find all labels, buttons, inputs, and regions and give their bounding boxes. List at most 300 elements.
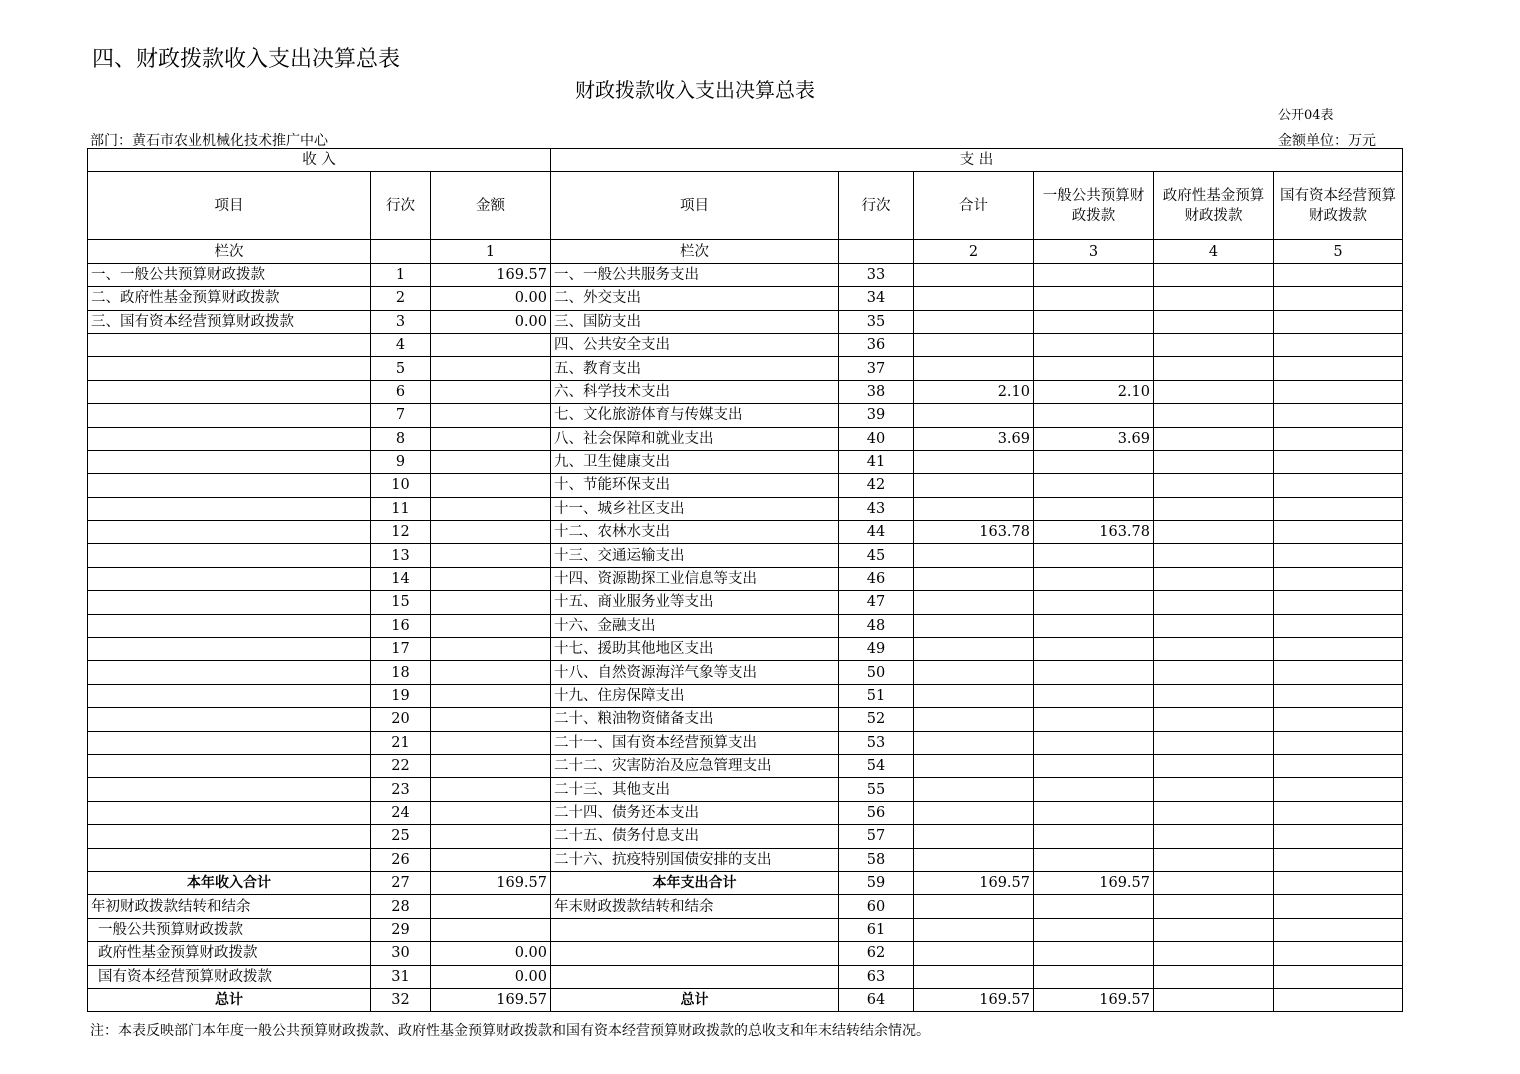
fund-amount (1154, 918, 1274, 941)
expense-item: 二十四、债务还本支出 (551, 801, 839, 824)
general-amount (1034, 825, 1154, 848)
state-amount (1274, 661, 1403, 684)
total-amount: 163.78 (914, 521, 1034, 544)
total-amount (914, 918, 1034, 941)
state-amount (1274, 497, 1403, 520)
general-amount (1034, 497, 1154, 520)
income-item (88, 778, 371, 801)
fund-amount (1154, 521, 1274, 544)
expense-item: 十七、援助其他地区支出 (551, 638, 839, 661)
income-amount (431, 638, 551, 661)
general-amount (1034, 310, 1154, 333)
index-left-label: 栏次 (88, 240, 371, 263)
expense-line: 63 (839, 965, 914, 988)
fund-amount (1154, 474, 1274, 497)
state-amount (1274, 404, 1403, 427)
general-amount: 169.57 (1034, 871, 1154, 894)
state-amount (1274, 544, 1403, 567)
income-item (88, 474, 371, 497)
income-line: 18 (371, 661, 431, 684)
fund-amount (1154, 567, 1274, 590)
total-amount (914, 544, 1034, 567)
income-item (88, 614, 371, 637)
general-amount (1034, 801, 1154, 824)
income-amount: 0.00 (431, 942, 551, 965)
expense-item (551, 942, 839, 965)
expense-item (551, 918, 839, 941)
income-line: 32 (371, 988, 431, 1011)
total-amount (914, 404, 1034, 427)
table-row (88, 848, 1403, 871)
income-amount: 0.00 (431, 287, 551, 310)
income-item (88, 521, 371, 544)
expense-line: 49 (839, 638, 914, 661)
table-row (88, 591, 1403, 614)
income-item (88, 661, 371, 684)
state-amount (1274, 895, 1403, 918)
income-line: 16 (371, 614, 431, 637)
total-amount (914, 474, 1034, 497)
income-amount (431, 497, 551, 520)
total-amount: 169.57 (914, 988, 1034, 1011)
total-amount (914, 263, 1034, 286)
income-amount: 169.57 (431, 988, 551, 1011)
column-index-row (88, 240, 1403, 263)
state-amount (1274, 474, 1403, 497)
fund-amount (1154, 801, 1274, 824)
expense-item: 二十二、灾害防治及应急管理支出 (551, 754, 839, 777)
fund-amount (1154, 965, 1274, 988)
table-row (88, 380, 1403, 403)
general-amount (1034, 287, 1154, 310)
table-row (88, 684, 1403, 707)
income-item (88, 567, 371, 590)
table-row (88, 942, 1403, 965)
table-row (88, 450, 1403, 473)
expense-item: 四、公共安全支出 (551, 333, 839, 356)
expense-line: 58 (839, 848, 914, 871)
income-line: 5 (371, 357, 431, 380)
state-amount (1274, 521, 1403, 544)
total-amount (914, 614, 1034, 637)
table-row (88, 988, 1403, 1011)
general-amount (1034, 661, 1154, 684)
expense-line: 43 (839, 497, 914, 520)
expense-line: 39 (839, 404, 914, 427)
state-amount (1274, 848, 1403, 871)
income-item (88, 357, 371, 380)
col-header-income-item: 项目 (88, 172, 371, 240)
col-header-general: 一般公共预算财政拨款 (1034, 172, 1154, 240)
income-header: 收 入 (88, 149, 551, 172)
expense-item: 十、节能环保支出 (551, 474, 839, 497)
table-row (88, 474, 1403, 497)
expense-item: 八、社会保障和就业支出 (551, 427, 839, 450)
state-amount (1274, 287, 1403, 310)
fund-amount (1154, 591, 1274, 614)
table-row (88, 497, 1403, 520)
state-amount (1274, 263, 1403, 286)
general-amount (1034, 357, 1154, 380)
fund-amount (1154, 871, 1274, 894)
total-amount (914, 357, 1034, 380)
fund-amount (1154, 614, 1274, 637)
total-amount (914, 801, 1034, 824)
table-row (88, 825, 1403, 848)
general-amount (1034, 614, 1154, 637)
income-amount (431, 591, 551, 614)
income-amount (431, 521, 551, 544)
income-amount (431, 614, 551, 637)
income-item: 总计 (88, 988, 371, 1011)
state-amount (1274, 825, 1403, 848)
income-line: 20 (371, 708, 431, 731)
total-amount (914, 450, 1034, 473)
expense-line: 59 (839, 871, 914, 894)
income-line: 14 (371, 567, 431, 590)
fund-amount (1154, 450, 1274, 473)
income-line: 24 (371, 801, 431, 824)
expense-item: 六、科学技术支出 (551, 380, 839, 403)
income-line: 28 (371, 895, 431, 918)
general-amount (1034, 591, 1154, 614)
income-line: 19 (371, 684, 431, 707)
index-blank (839, 240, 914, 263)
expense-line: 54 (839, 754, 914, 777)
general-amount (1034, 895, 1154, 918)
state-amount (1274, 614, 1403, 637)
col-header-total: 合计 (914, 172, 1034, 240)
income-item (88, 450, 371, 473)
expense-line: 36 (839, 333, 914, 356)
state-amount (1274, 450, 1403, 473)
state-amount (1274, 638, 1403, 661)
income-line: 2 (371, 287, 431, 310)
income-line: 10 (371, 474, 431, 497)
fund-amount (1154, 942, 1274, 965)
table-row (88, 754, 1403, 777)
expense-item: 十八、自然资源海洋气象等支出 (551, 661, 839, 684)
total-amount (914, 684, 1034, 707)
fund-amount (1154, 380, 1274, 403)
table-row (88, 567, 1403, 590)
table-row (88, 708, 1403, 731)
table-row (88, 614, 1403, 637)
state-amount (1274, 918, 1403, 941)
income-item (88, 754, 371, 777)
fund-amount (1154, 404, 1274, 427)
fund-amount (1154, 708, 1274, 731)
state-amount (1274, 988, 1403, 1011)
index-general-col: 3 (1034, 240, 1154, 263)
budget-summary-table (87, 148, 1403, 1012)
state-amount (1274, 684, 1403, 707)
general-amount: 2.10 (1034, 380, 1154, 403)
income-amount (431, 754, 551, 777)
general-amount (1034, 638, 1154, 661)
fund-amount (1154, 263, 1274, 286)
income-item (88, 825, 371, 848)
expense-item: 总计 (551, 988, 839, 1011)
index-state-col: 5 (1274, 240, 1403, 263)
total-amount: 169.57 (914, 871, 1034, 894)
total-amount (914, 638, 1034, 661)
expense-line: 51 (839, 684, 914, 707)
income-amount (431, 801, 551, 824)
total-amount (914, 778, 1034, 801)
income-line: 4 (371, 333, 431, 356)
income-line: 21 (371, 731, 431, 754)
expense-line: 53 (839, 731, 914, 754)
income-line: 13 (371, 544, 431, 567)
fund-amount (1154, 825, 1274, 848)
expense-item: 二十、粮油物资储备支出 (551, 708, 839, 731)
income-amount (431, 825, 551, 848)
income-item (88, 684, 371, 707)
income-item (88, 497, 371, 520)
total-amount (914, 591, 1034, 614)
income-amount: 0.00 (431, 310, 551, 333)
expense-line: 42 (839, 474, 914, 497)
income-item (88, 404, 371, 427)
expense-item: 十六、金融支出 (551, 614, 839, 637)
expense-item: 年末财政拨款结转和结余 (551, 895, 839, 918)
expense-item: 二十三、其他支出 (551, 778, 839, 801)
general-amount (1034, 544, 1154, 567)
general-amount (1034, 450, 1154, 473)
fund-amount (1154, 988, 1274, 1011)
income-amount (431, 427, 551, 450)
general-amount (1034, 942, 1154, 965)
expense-item: 九、卫生健康支出 (551, 450, 839, 473)
expense-line: 60 (839, 895, 914, 918)
income-amount (431, 380, 551, 403)
income-item: 政府性基金预算财政拨款 (88, 942, 371, 965)
expense-item: 一、一般公共服务支出 (551, 263, 839, 286)
general-amount (1034, 918, 1154, 941)
income-amount (431, 731, 551, 754)
fund-amount (1154, 661, 1274, 684)
department-label: 部门：黄石市农业机械化技术推广中心 (90, 133, 328, 149)
fund-amount (1154, 684, 1274, 707)
state-amount (1274, 778, 1403, 801)
income-amount (431, 450, 551, 473)
general-amount (1034, 684, 1154, 707)
income-item (88, 591, 371, 614)
income-item (88, 731, 371, 754)
table-row (88, 965, 1403, 988)
general-amount (1034, 778, 1154, 801)
income-amount (431, 567, 551, 590)
income-amount (431, 848, 551, 871)
income-line: 22 (371, 754, 431, 777)
income-amount: 169.57 (431, 871, 551, 894)
income-item: 一般公共预算财政拨款 (88, 918, 371, 941)
income-amount (431, 474, 551, 497)
expense-line: 61 (839, 918, 914, 941)
income-amount (431, 918, 551, 941)
table-row (88, 778, 1403, 801)
income-amount (431, 404, 551, 427)
income-line: 29 (371, 918, 431, 941)
total-amount (914, 965, 1034, 988)
expense-item: 二十六、抗疫特别国债安排的支出 (551, 848, 839, 871)
general-amount (1034, 333, 1154, 356)
expense-line: 41 (839, 450, 914, 473)
state-amount (1274, 310, 1403, 333)
state-amount (1274, 567, 1403, 590)
total-amount (914, 567, 1034, 590)
table-row (88, 287, 1403, 310)
income-item: 年初财政拨款结转和结余 (88, 895, 371, 918)
total-amount (914, 497, 1034, 520)
income-line: 17 (371, 638, 431, 661)
income-line: 30 (371, 942, 431, 965)
table-row (88, 661, 1403, 684)
fund-amount (1154, 497, 1274, 520)
fund-amount (1154, 357, 1274, 380)
total-amount (914, 895, 1034, 918)
expense-line: 47 (839, 591, 914, 614)
fund-amount (1154, 333, 1274, 356)
fund-amount (1154, 638, 1274, 661)
footnote: 注：本表反映部门本年度一般公共预算财政拨款、政府性基金预算财政拨款和国有资本经营预算财政拨款的总收支和年末结转结余情况。 (90, 1023, 930, 1039)
fund-amount (1154, 754, 1274, 777)
income-item: 三、国有资本经营预算财政拨款 (88, 310, 371, 333)
total-amount (914, 661, 1034, 684)
total-amount: 2.10 (914, 380, 1034, 403)
section-header-row (88, 149, 1403, 172)
income-line: 7 (371, 404, 431, 427)
income-item (88, 427, 371, 450)
expense-line: 33 (839, 263, 914, 286)
fund-amount (1154, 731, 1274, 754)
expense-item: 七、文化旅游体育与传媒支出 (551, 404, 839, 427)
expense-line: 62 (839, 942, 914, 965)
unit-label: 金额单位：万元 (1278, 133, 1376, 149)
expense-line: 38 (839, 380, 914, 403)
state-amount (1274, 357, 1403, 380)
fund-amount (1154, 544, 1274, 567)
expense-item (551, 965, 839, 988)
general-amount (1034, 404, 1154, 427)
expense-line: 45 (839, 544, 914, 567)
table-row (88, 357, 1403, 380)
col-header-expense-line: 行次 (839, 172, 914, 240)
total-amount (914, 310, 1034, 333)
income-line: 25 (371, 825, 431, 848)
total-amount: 3.69 (914, 427, 1034, 450)
state-amount (1274, 942, 1403, 965)
col-header-expense-item: 项目 (551, 172, 839, 240)
income-amount (431, 778, 551, 801)
state-amount (1274, 333, 1403, 356)
state-amount (1274, 427, 1403, 450)
column-header-row (88, 172, 1403, 240)
table-row (88, 310, 1403, 333)
expense-line: 52 (839, 708, 914, 731)
form-code: 公开04表 (1278, 108, 1334, 123)
table-row (88, 427, 1403, 450)
expense-line: 34 (839, 287, 914, 310)
table-row (88, 918, 1403, 941)
expense-line: 48 (839, 614, 914, 637)
general-amount: 169.57 (1034, 988, 1154, 1011)
income-item (88, 848, 371, 871)
income-line: 23 (371, 778, 431, 801)
col-header-fund: 政府性基金预算财政拨款 (1154, 172, 1274, 240)
income-line: 1 (371, 263, 431, 286)
income-amount (431, 661, 551, 684)
income-amount: 0.00 (431, 965, 551, 988)
expense-header: 支 出 (551, 149, 1403, 172)
col-header-income-line: 行次 (371, 172, 431, 240)
expense-item: 十四、资源勘探工业信息等支出 (551, 567, 839, 590)
col-header-state: 国有资本经营预算财政拨款 (1274, 172, 1403, 240)
expense-line: 46 (839, 567, 914, 590)
total-amount (914, 942, 1034, 965)
expense-item: 十二、农林水支出 (551, 521, 839, 544)
expense-line: 44 (839, 521, 914, 544)
section-heading: 四、财政拨款收入支出决算总表 (92, 47, 401, 72)
income-item: 本年收入合计 (88, 871, 371, 894)
fund-amount (1154, 427, 1274, 450)
table-row (88, 263, 1403, 286)
income-amount (431, 357, 551, 380)
general-amount (1034, 731, 1154, 754)
state-amount (1274, 801, 1403, 824)
table-row (88, 801, 1403, 824)
expense-item: 二十五、债务付息支出 (551, 825, 839, 848)
income-line: 12 (371, 521, 431, 544)
total-amount (914, 825, 1034, 848)
state-amount (1274, 754, 1403, 777)
income-amount (431, 684, 551, 707)
table-row (88, 895, 1403, 918)
income-line: 9 (371, 450, 431, 473)
total-amount (914, 287, 1034, 310)
state-amount (1274, 380, 1403, 403)
expense-line: 56 (839, 801, 914, 824)
expense-item: 十九、住房保障支出 (551, 684, 839, 707)
total-amount (914, 848, 1034, 871)
income-item (88, 380, 371, 403)
expense-line: 57 (839, 825, 914, 848)
income-amount: 169.57 (431, 263, 551, 286)
expense-line: 37 (839, 357, 914, 380)
state-amount (1274, 965, 1403, 988)
state-amount (1274, 731, 1403, 754)
table-row (88, 333, 1403, 356)
income-line: 6 (371, 380, 431, 403)
income-item (88, 333, 371, 356)
income-line: 15 (371, 591, 431, 614)
general-amount (1034, 263, 1154, 286)
income-line: 31 (371, 965, 431, 988)
income-line: 8 (371, 427, 431, 450)
income-line: 27 (371, 871, 431, 894)
fund-amount (1154, 287, 1274, 310)
state-amount (1274, 708, 1403, 731)
income-line: 11 (371, 497, 431, 520)
table-row (88, 521, 1403, 544)
income-item (88, 708, 371, 731)
state-amount (1274, 591, 1403, 614)
general-amount (1034, 965, 1154, 988)
income-item (88, 638, 371, 661)
index-blank (371, 240, 431, 263)
income-amount (431, 544, 551, 567)
